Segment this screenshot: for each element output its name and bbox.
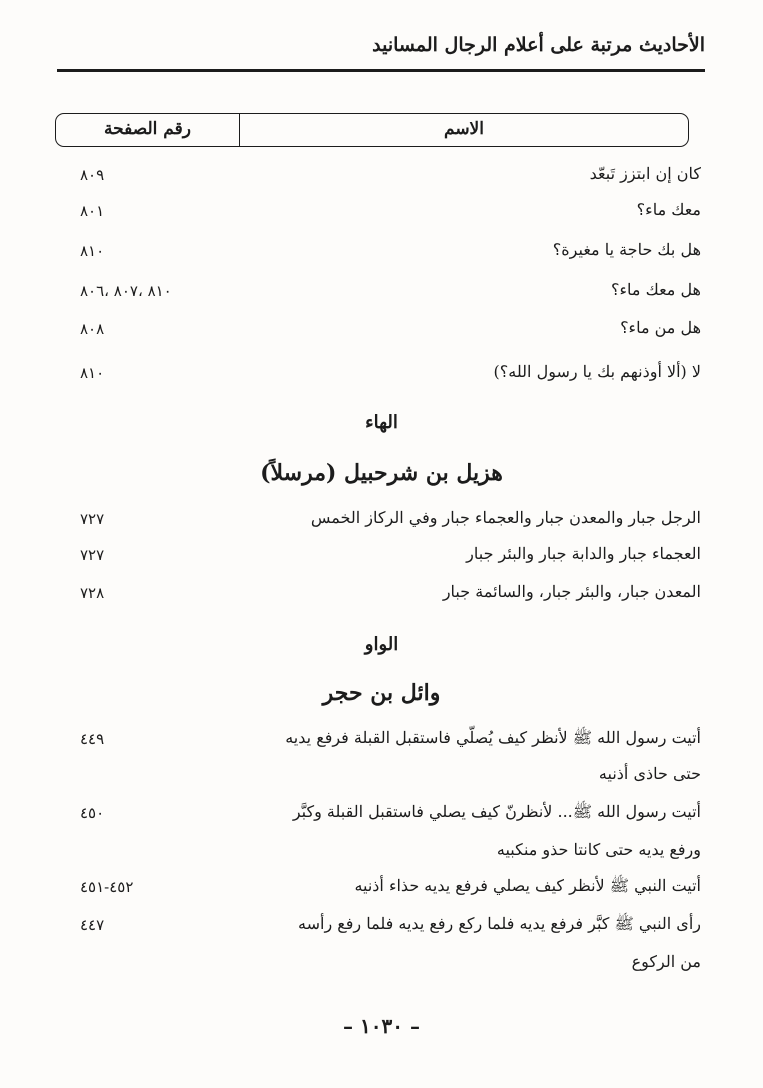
- index-entry: [0, 318, 763, 350]
- entry-pages: ٤٥٠: [80, 804, 105, 822]
- index-entry: [0, 200, 763, 232]
- entry-text: رأى النبي ﷺ كبَّر فرفع يديه فلما ركع رفع يديه فلما رفع رأسه: [298, 914, 701, 933]
- index-entry: [0, 876, 763, 908]
- entry-text: العجماء جبار والدابة جبار والبئر جبار: [466, 544, 701, 563]
- column-page-header: رقم الصفحة: [104, 119, 191, 139]
- page-number: – ١٠٣٠ –: [343, 1014, 420, 1038]
- entry-pages: ٨٠٨: [80, 320, 105, 338]
- entry-text: هل معك ماء؟: [611, 280, 701, 299]
- entry-pages: ٧٢٨: [80, 584, 105, 602]
- column-divider: [239, 114, 240, 146]
- entry-text: حتى حاذى أذنيه: [598, 764, 701, 783]
- index-entry-continuation: [0, 764, 763, 796]
- entry-pages: ٨١٠ ،٨٠٧ ،٨٠٦: [80, 282, 172, 300]
- index-entry: [0, 914, 763, 946]
- letter-heading: الهاء: [365, 412, 398, 433]
- index-entry: [0, 362, 763, 394]
- entry-text: هل بك حاجة يا مغيرة؟: [552, 240, 701, 259]
- entry-pages: ٤٤٩: [80, 730, 105, 748]
- column-name-header: الاسم: [444, 119, 484, 139]
- header-rule: [57, 69, 705, 72]
- entry-text: المعدن جبار، والبئر جبار، والسائمة جبار: [442, 582, 701, 601]
- entry-pages: ٤٥٢-٤٥١: [80, 878, 134, 896]
- entry-text: هل من ماء؟: [620, 318, 701, 337]
- entry-text: أتيت رسول الله ﷺ لأنظر كيف يُصلّي فاستقبل القبلة فرفع يديه: [285, 728, 701, 747]
- entry-pages: ٧٢٧: [80, 510, 105, 528]
- narrator-heading: وائل بن حجر: [322, 680, 441, 706]
- index-entry: [0, 240, 763, 272]
- index-entry: [0, 164, 763, 196]
- entry-pages: ٨٠٩: [80, 166, 105, 184]
- entry-pages: ٧٢٧: [80, 546, 105, 564]
- index-entry: [0, 728, 763, 760]
- entry-text: أتيت رسول الله ﷺ... لأنظرنّ كيف يصلي فاستقبل القبلة وكبَّر: [292, 802, 701, 821]
- entry-text: لا (ألا أوذنهم بك يا رسول الله؟): [493, 362, 701, 381]
- letter-heading: الواو: [364, 634, 399, 655]
- index-entry: [0, 582, 763, 614]
- index-entry: [0, 802, 763, 834]
- entry-pages: ٨٠١: [80, 202, 105, 220]
- index-entry-continuation: [0, 952, 763, 984]
- running-head: الأحاديث مرتبة على أعلام الرجال المسانيد: [372, 34, 705, 56]
- index-entry-continuation: [0, 840, 763, 872]
- entry-pages: ٤٤٧: [80, 916, 105, 934]
- entry-text: كان إن ابتزز تَبعّد: [589, 164, 701, 183]
- index-entry: [0, 280, 763, 312]
- entry-text: أتيت النبي ﷺ لأنظر كيف يصلي فرفع يديه حذاء أذنيه: [354, 876, 701, 895]
- entry-text: من الركوع: [631, 952, 701, 971]
- entry-pages: ٨١٠: [80, 364, 105, 382]
- entry-text: معك ماء؟: [636, 200, 701, 219]
- entry-pages: ٨١٠: [80, 242, 105, 260]
- index-entry: [0, 544, 763, 576]
- narrator-heading: هزيل بن شرحبيل (مرسلاً): [260, 460, 503, 486]
- entry-text: ورفع يديه حتى كانتا حذو منكبيه: [496, 840, 701, 859]
- index-entry: [0, 508, 763, 540]
- column-header-box: [55, 113, 689, 147]
- entry-text: الرجل جبار والمعدن جبار والعجماء جبار وفي الركاز الخمس: [310, 508, 701, 527]
